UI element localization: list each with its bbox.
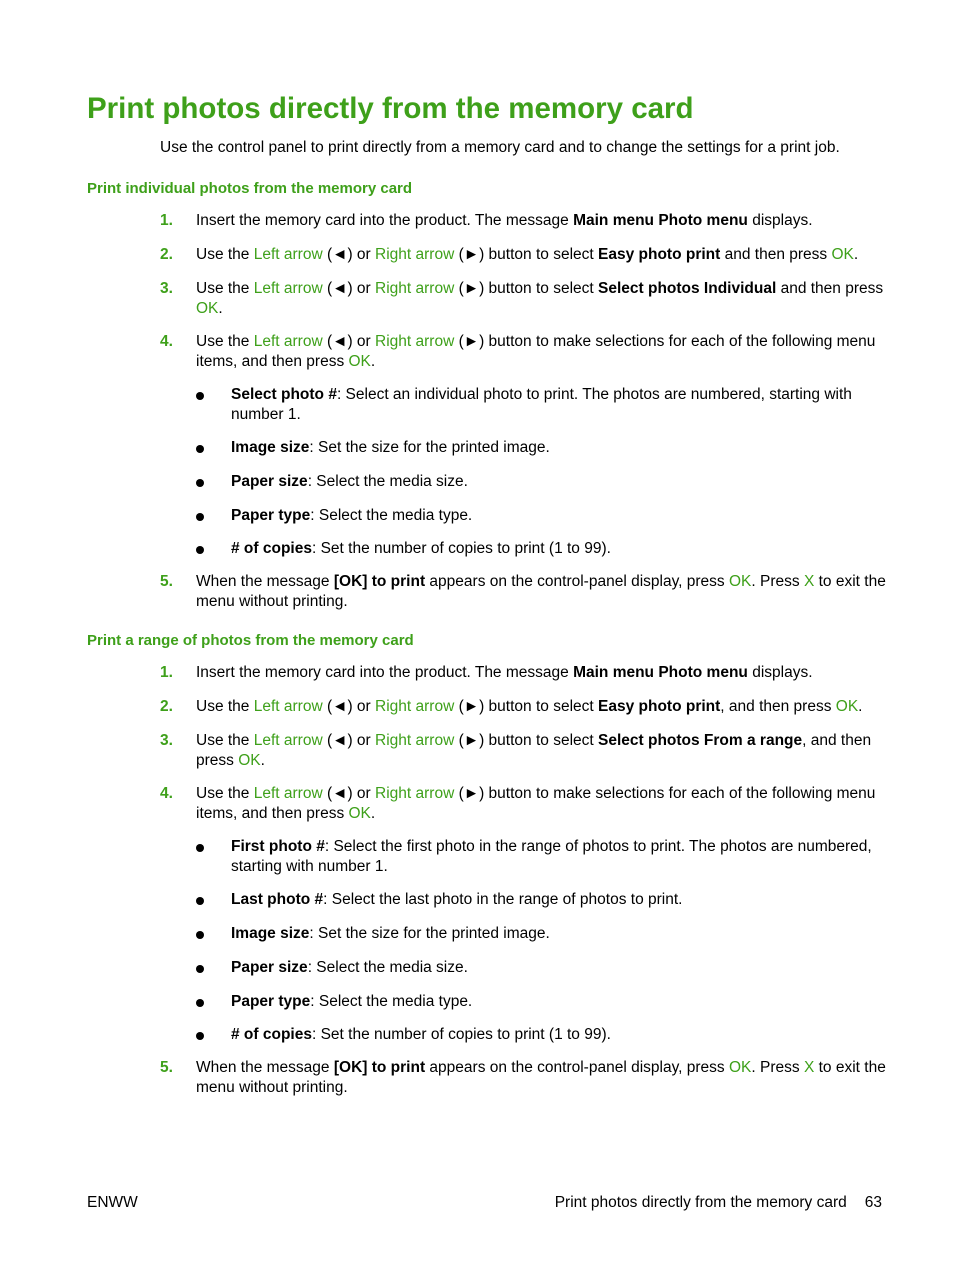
control-name: OK: [348, 804, 371, 822]
menu-item-term: # of copies: [231, 1026, 312, 1043]
text-run: .: [218, 299, 223, 317]
text-run: .: [370, 804, 376, 822]
step-number: 1.: [160, 664, 173, 681]
section-heading-range: Print a range of photos from the memory card: [87, 632, 414, 649]
emphasis-text: Main menu Photo menu: [573, 212, 748, 229]
text-run: .: [853, 246, 859, 263]
bullet-item: [231, 958, 886, 978]
menu-item-term: Paper type: [231, 507, 311, 524]
menu-item-description: : Set the number of copies to print (1 to 99).: [311, 1026, 611, 1043]
menu-item-description: : Set the number of copies to print (1 to 99).: [311, 540, 611, 557]
emphasis-text: [OK] to print: [333, 573, 426, 590]
bullet-dot: [196, 546, 204, 554]
emphasis-text: Main menu Photo menu: [573, 664, 748, 681]
bullet-item: [231, 506, 886, 526]
text-run: (◄) or: [322, 732, 376, 749]
text-run: Use the: [196, 785, 254, 802]
text-run: .: [370, 352, 376, 370]
text-run: to exit the menu without printing.: [196, 573, 886, 610]
menu-item-description: : Set the size for the printed image.: [309, 439, 550, 456]
text-run: Insert the memory card into the product. The message: [196, 212, 574, 229]
text-run: Use the: [196, 333, 254, 350]
emphasis-text: Easy photo print: [598, 246, 721, 263]
menu-item-description: : Select an individual photo to print. The photos are numbered, starting with number 1.: [231, 386, 852, 423]
control-name: OK: [729, 573, 752, 590]
text-run: Use the: [196, 280, 254, 297]
bullet-item: [231, 992, 886, 1012]
text-run: . Press: [751, 573, 804, 590]
text-run: Use the: [196, 732, 254, 749]
control-name: Left arrow: [253, 280, 323, 297]
text-run: to exit the menu without printing.: [196, 1059, 886, 1096]
control-name: Right arrow: [375, 333, 455, 350]
step-text: [196, 784, 886, 823]
menu-item-term: # of copies: [231, 540, 312, 557]
step-number: 5.: [160, 573, 173, 590]
control-name: OK: [196, 299, 219, 317]
emphasis-text: Select photos Individual: [598, 280, 777, 297]
control-name: Right arrow: [375, 280, 455, 297]
control-name: OK: [835, 698, 859, 715]
step-number: 4.: [160, 333, 173, 350]
text-run: (►) button to select: [454, 280, 598, 297]
menu-item-description: : Set the size for the printed image.: [309, 925, 550, 942]
footer-right: [555, 1194, 882, 1212]
bullet-dot: [196, 844, 204, 852]
menu-item-description: : Select the media type.: [310, 507, 473, 524]
step-text: [196, 279, 886, 318]
text-run: .: [858, 698, 863, 715]
page-title: Print photos directly from the memory card: [87, 92, 694, 125]
step-number: 2.: [160, 698, 173, 715]
bullet-item: [231, 837, 886, 876]
text-run: When the message: [196, 573, 334, 590]
step-number: 4.: [160, 785, 173, 802]
bullet-dot: [196, 1032, 204, 1040]
step-number: 2.: [160, 246, 173, 263]
step-text: [196, 572, 886, 611]
menu-item-description: : Select the first photo in the range of photos to print. The photos are numbered, starting with number 1.: [231, 838, 872, 875]
step-text: [196, 245, 886, 265]
menu-item-description: : Select the media size.: [307, 959, 468, 976]
bullet-item: [231, 472, 886, 492]
bullet-item: [231, 890, 886, 910]
bullet-dot: [196, 445, 204, 453]
control-name: Left arrow: [253, 698, 323, 715]
control-name: OK: [238, 751, 261, 769]
text-run: (►) button to select: [454, 698, 598, 715]
menu-item-term: Image size: [231, 925, 310, 942]
step-text: [196, 1058, 886, 1097]
text-run: (►) button to select: [454, 246, 598, 263]
text-run: and then press: [776, 280, 884, 297]
bullet-item: [231, 1025, 886, 1045]
text-run: (◄) or: [322, 785, 376, 802]
menu-item-term: Paper type: [231, 993, 311, 1010]
control-name: X: [803, 1059, 815, 1076]
text-run: displays.: [747, 664, 813, 681]
footer-chapter-title: Print photos directly from the memory card: [554, 1194, 847, 1211]
text-run: and then press: [720, 246, 832, 263]
text-run: (◄) or: [322, 246, 376, 263]
control-name: Left arrow: [253, 785, 323, 802]
text-run: (◄) or: [322, 280, 376, 297]
control-name: Left arrow: [253, 732, 323, 749]
menu-item-term: Select photo #: [231, 386, 337, 403]
control-name: OK: [729, 1059, 752, 1076]
bullet-dot: [196, 931, 204, 939]
bullet-dot: [196, 479, 204, 487]
text-run: . Press: [751, 1059, 804, 1076]
text-run: (◄) or: [322, 698, 376, 715]
control-name: OK: [348, 352, 371, 370]
control-name: Right arrow: [375, 246, 455, 263]
control-name: Left arrow: [253, 333, 323, 350]
bullet-item: [231, 924, 886, 944]
text-run: , and then press: [196, 732, 872, 769]
menu-item-term: Paper size: [231, 473, 308, 490]
text-run: Use the: [196, 246, 254, 263]
menu-item-term: Last photo #: [231, 891, 324, 908]
text-run: (◄) or: [322, 333, 376, 350]
text-run: , and then press: [720, 698, 836, 715]
bullet-item: [231, 385, 886, 424]
step-number: 1.: [160, 212, 173, 229]
menu-item-term: First photo #: [231, 838, 325, 855]
step-number: 3.: [160, 280, 173, 297]
step-text: [196, 211, 886, 231]
step-text: [196, 731, 886, 770]
text-run: Insert the memory card into the product. The message: [196, 664, 574, 681]
text-run: displays.: [747, 212, 813, 229]
section-heading-individual: Print individual photos from the memory card: [87, 180, 413, 197]
text-run: When the message: [196, 1059, 334, 1076]
step-text: [196, 697, 886, 717]
step-text: [196, 332, 886, 371]
bullet-dot: [196, 897, 204, 905]
text-run: (►) button to select: [454, 732, 598, 749]
bullet-item: [231, 438, 886, 458]
menu-item-term: Image size: [231, 439, 310, 456]
menu-item-description: : Select the media type.: [310, 993, 473, 1010]
text-run: appears on the control-panel display, press: [425, 573, 729, 590]
control-name: Left arrow: [253, 246, 323, 263]
bullet-dot: [196, 999, 204, 1007]
text-run: (►) button to make selections for each of the following menu items, and then press: [196, 333, 876, 370]
control-name: Right arrow: [375, 785, 455, 802]
bullet-item: [231, 539, 886, 559]
page-number: 63: [864, 1194, 882, 1211]
emphasis-text: [OK] to print: [333, 1059, 426, 1076]
emphasis-text: Easy photo print: [598, 698, 721, 715]
step-number: 5.: [160, 1059, 173, 1076]
text-run: appears on the control-panel display, press: [425, 1059, 729, 1076]
text-run: (►) button to make selections for each of the following menu items, and then press: [196, 785, 876, 822]
intro-text: Use the control panel to print directly from a memory card and to change the settings for a print job.: [160, 139, 840, 156]
footer-left-label: ENWW: [87, 1194, 138, 1211]
menu-item-description: : Select the last photo in the range of photos to print.: [323, 891, 683, 908]
bullet-dot: [196, 513, 204, 521]
control-name: X: [803, 573, 815, 590]
menu-item-term: Paper size: [231, 959, 308, 976]
step-number: 3.: [160, 732, 173, 749]
bullet-dot: [196, 392, 204, 400]
text-run: .: [260, 751, 265, 769]
text-run: Use the: [196, 698, 254, 715]
control-name: OK: [831, 246, 854, 263]
step-text: [196, 663, 886, 683]
menu-item-description: : Select the media size.: [307, 473, 468, 490]
control-name: Right arrow: [375, 698, 455, 715]
bullet-dot: [196, 965, 204, 973]
emphasis-text: Select photos From a range: [598, 732, 803, 749]
control-name: Right arrow: [375, 732, 455, 749]
